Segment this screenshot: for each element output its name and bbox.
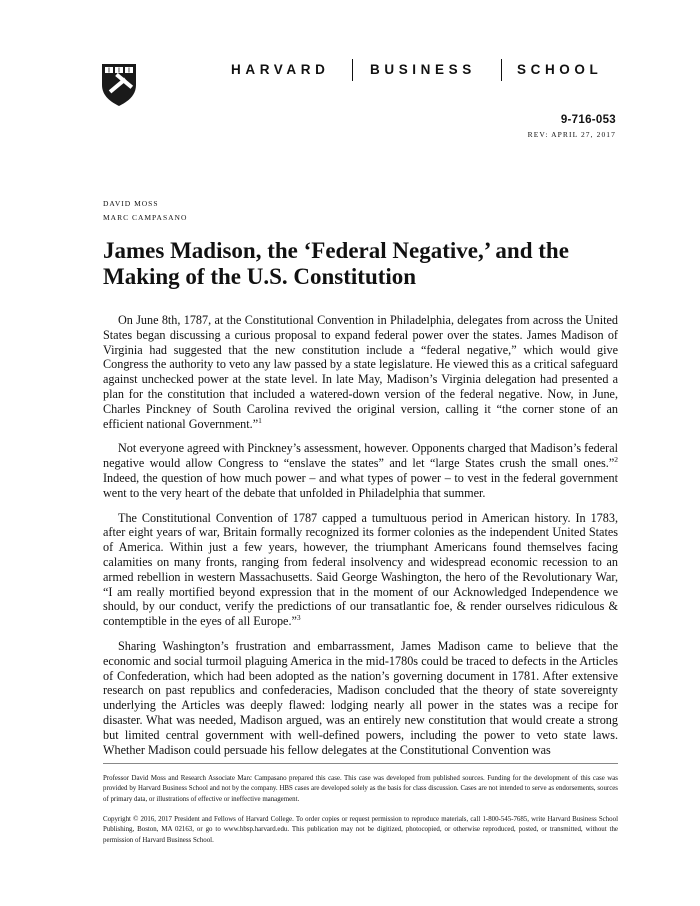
body-paragraph: Not everyone agreed with Pinckney’s assessment, however. Opponents charged that Madison’s federal negative would allow Congress to “enslave the states” and let “large States crush the small ones.”$^2$ Indeed, the question of how much power – and what types of power – to vest in the federal government went to the very heart of the debate that unfolded in Philadelphia that summer. [103,441,618,500]
footnote-marker: 2 [614,455,618,465]
title-line: James Madison, the ‘Federal Negative,’ and the [103,238,569,263]
title-line: Making of the U.S. Constitution [103,264,417,289]
footer-credits: Professor David Moss and Research Associate Marc Campasano prepared this case. This case was developed from published sources. Funding for the development of this case was provided by Harvard Business School and not by the company. HBS cases are developed solely as the basis for class discussion. Cases are not intended to serve as endorsements, sources of primary data, or illustrations of effective or ineffective management. [103,775,618,803]
body-paragraph: The Constitutional Convention of 1787 capped a tumultuous period in American history. In 1783, after eight years of war, Britain formally recognized its former colonies as the independent United States of America. Within just a few years, however, the triumphant Americans found themselves facing calamities on many fronts, ranging from federal insolvency and widespread economic recession to an armed rebellion in western Massachusetts. Said George Washington, the hero of the Revolutionary War, “I am really mortified beyond expression that in the moment of our Acknowledged Independence we should, by our conduct, verify the predictions of our transatlantic foe, & render ourselves ridiculous & contemptible in the eyes of all Europe.”$^3$ [103,510,618,629]
body-paragraph: Sharing Washington’s frustration and embarrassment, James Madison came to believe that the economic and social turmoil plaguing America in the mid-1780s could be traced to defects in the Articles of Confederation, which had been adopted as the nation’s governing document in 1781. After extensive research on past republics and confederacies, Madison concluded that the theory of state sovereignty underlying the Articles was deeply flawed: lodging nearly all power in the states was a recipe for disaster. What was needed, Madison argued, was an entirely new constitution that would create a strong but limited central government with well-defined powers, including the power to veto state laws. Whether Madison could persuade his fellow delegates at the Constitutional Convention was [103,638,618,757]
wordmark-business: BUSINESS [370,62,476,77]
wordmark-divider [352,59,353,81]
revision-date: REV: APRIL 27, 2017 [527,130,616,139]
author-name: MARC CAMPASANO [103,213,188,222]
harvard-veritas-shield-icon [101,63,137,107]
case-body [103,313,618,757]
footnote-marker: 1 [258,415,262,425]
footnote-marker: 3 [296,613,301,623]
footer-copyright: Copyright © 2016, 2017 President and Fellows of Harvard College. To order copies or request permission to reproduce materials, call 1-800-545-7685, write Harvard Business School Publishing, Boston, MA 02163, or go to www.hbsp.harvard.edu. This publication may not be digitized, photocopied, or otherwise reproduced, posted, or transmitted, without the permission of Harvard Business School. [103,816,618,844]
case-title [103,238,603,290]
footer-divider [103,763,618,764]
wordmark-school: SCHOOL [517,62,603,77]
wordmark-divider [501,59,502,81]
harvard-business-school-wordmark [231,62,623,80]
case-number: 9-716-053 [560,114,616,126]
author-name: DAVID MOSS [103,199,159,208]
wordmark-harvard: HARVARD [231,62,330,77]
body-paragraph: On June 8th, 1787, at the Constitutional Convention in Philadelphia, delegates from across the United States began discussing a curious proposal to expand federal power over the states. James Madison of Virginia had suggested that the new constitution include a “federal negative,” which would give Congress the authority to veto any law passed by a state legislature. He viewed this as a critical safeguard against unchecked power at the state level. In late May, Madison’s Virginia delegation had presented a plan for the constitution that included a watered-down version of the federal negative. Now, in June, Charles Pinckney of South Carolina revived the original version, calling it “the corner stone of an efficient national Government.”$^1$ [103,313,618,431]
